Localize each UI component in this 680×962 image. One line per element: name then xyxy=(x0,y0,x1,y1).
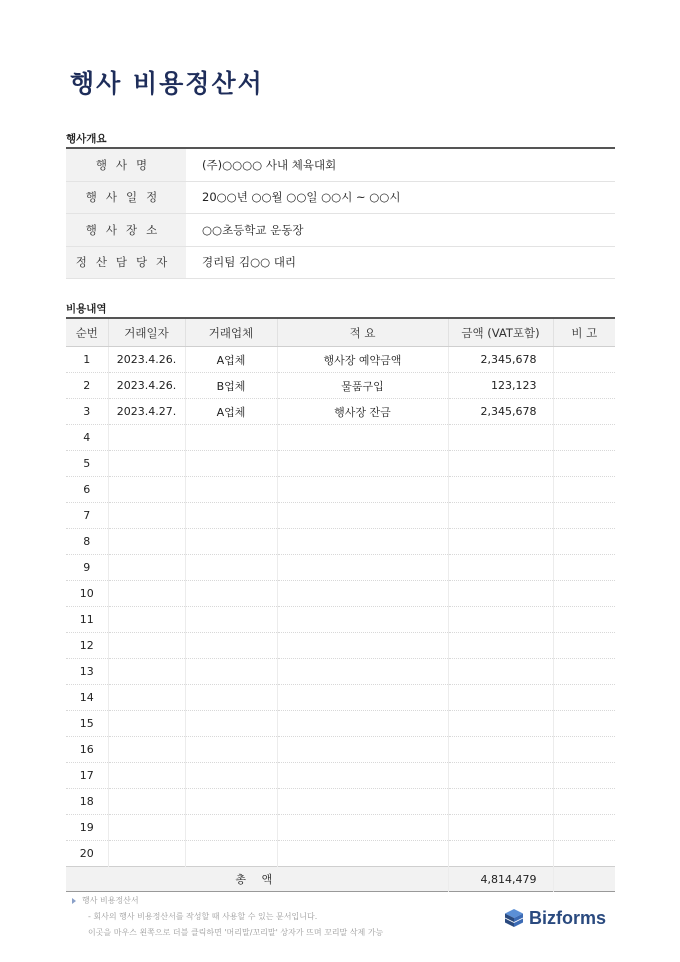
overview-value[interactable]: 경리팀 김○○ 대리 xyxy=(186,246,615,279)
amount-cell[interactable]: 2,345,678 xyxy=(448,399,553,425)
vendor-name-cell[interactable]: B업체 xyxy=(185,373,277,399)
row-number-cell: 12 xyxy=(66,633,108,659)
table-row xyxy=(66,815,615,841)
overview-value[interactable]: (주)○○○○ 사내 체육대회 xyxy=(186,148,615,181)
costs-table xyxy=(66,317,615,892)
column-header: 금액 (VAT포함) xyxy=(448,318,553,347)
row-number-cell: 14 xyxy=(66,685,108,711)
table-row xyxy=(66,555,615,581)
description-cell[interactable] xyxy=(277,607,448,633)
row-number-cell: 2 xyxy=(66,373,108,399)
transaction-date-cell[interactable] xyxy=(108,633,185,659)
remark-cell[interactable] xyxy=(553,347,615,373)
document-title: 행사 비용정산서 xyxy=(70,69,264,98)
table-row xyxy=(66,451,615,477)
table-row xyxy=(66,711,615,737)
transaction-date-cell[interactable] xyxy=(108,425,185,451)
description-cell[interactable] xyxy=(277,763,448,789)
overview-key: 정산담당자 xyxy=(66,246,186,279)
remark-cell[interactable] xyxy=(553,529,615,555)
row-number-cell: 11 xyxy=(66,607,108,633)
table-row xyxy=(66,633,615,659)
description-cell[interactable] xyxy=(277,841,448,867)
bizforms-logo xyxy=(503,907,606,929)
transaction-date-cell[interactable] xyxy=(108,451,185,477)
bizforms-logo-text: Bizforms xyxy=(529,907,607,928)
row-number-cell: 20 xyxy=(66,841,108,867)
amount-cell[interactable] xyxy=(448,633,553,659)
row-number-cell: 1 xyxy=(66,347,108,373)
vendor-name-cell[interactable] xyxy=(185,763,277,789)
total-label: 총 액 xyxy=(66,867,448,892)
table-row xyxy=(66,399,615,425)
transaction-date-cell[interactable] xyxy=(108,529,185,555)
description-cell[interactable] xyxy=(277,633,448,659)
amount-cell[interactable] xyxy=(448,841,553,867)
amount-cell[interactable] xyxy=(448,763,553,789)
description-cell[interactable] xyxy=(277,425,448,451)
footer-description: - 회사의 행사 비용정산서를 작성할 때 사용할 수 있는 문서입니다. xyxy=(88,912,318,921)
remark-cell[interactable] xyxy=(553,815,615,841)
transaction-date-cell[interactable] xyxy=(108,607,185,633)
amount-cell[interactable] xyxy=(448,581,553,607)
overview-table xyxy=(66,147,615,279)
transaction-date-cell[interactable] xyxy=(108,477,185,503)
row-number-cell: 3 xyxy=(66,399,108,425)
amount-cell[interactable] xyxy=(448,659,553,685)
vendor-name-cell[interactable] xyxy=(185,607,277,633)
vendor-name-cell[interactable] xyxy=(185,581,277,607)
amount-cell[interactable] xyxy=(448,815,553,841)
transaction-date-cell[interactable] xyxy=(108,555,185,581)
description-cell[interactable] xyxy=(277,789,448,815)
description-cell[interactable] xyxy=(277,685,448,711)
table-row xyxy=(66,581,615,607)
amount-cell[interactable] xyxy=(448,503,553,529)
vendor-name-cell[interactable] xyxy=(185,529,277,555)
description-cell[interactable]: 행사장 잔금 xyxy=(277,399,448,425)
row-number-cell: 18 xyxy=(66,789,108,815)
description-cell[interactable] xyxy=(277,477,448,503)
vendor-name-cell[interactable] xyxy=(185,503,277,529)
transaction-date-cell[interactable] xyxy=(108,581,185,607)
total-row xyxy=(66,867,615,892)
remark-cell[interactable] xyxy=(553,555,615,581)
remark-cell[interactable] xyxy=(553,633,615,659)
description-cell[interactable] xyxy=(277,581,448,607)
amount-cell[interactable] xyxy=(448,477,553,503)
row-number-cell: 8 xyxy=(66,529,108,555)
table-row xyxy=(66,763,615,789)
vendor-name-cell[interactable] xyxy=(185,815,277,841)
row-number-cell: 10 xyxy=(66,581,108,607)
description-cell[interactable] xyxy=(277,711,448,737)
vendor-name-cell[interactable] xyxy=(185,841,277,867)
overview-row xyxy=(66,246,615,279)
table-row xyxy=(66,659,615,685)
description-cell[interactable] xyxy=(277,815,448,841)
amount-cell[interactable]: 2,345,678 xyxy=(448,347,553,373)
remark-cell[interactable] xyxy=(553,737,615,763)
table-row xyxy=(66,529,615,555)
table-row xyxy=(66,737,615,763)
description-cell[interactable] xyxy=(277,451,448,477)
remark-cell[interactable] xyxy=(553,763,615,789)
overview-row xyxy=(66,181,615,214)
remark-cell[interactable] xyxy=(553,581,615,607)
transaction-date-cell[interactable] xyxy=(108,711,185,737)
transaction-date-cell[interactable]: 2023.4.26. xyxy=(108,373,185,399)
column-header: 순번 xyxy=(66,318,108,347)
costs-section-label: 비용내역 xyxy=(66,303,107,315)
costs-header-row xyxy=(66,318,615,347)
table-row xyxy=(66,425,615,451)
transaction-date-cell[interactable] xyxy=(108,685,185,711)
row-number-cell: 9 xyxy=(66,555,108,581)
overview-key: 행사장소 xyxy=(66,214,186,247)
row-number-cell: 16 xyxy=(66,737,108,763)
transaction-date-cell[interactable] xyxy=(108,815,185,841)
overview-section-label: 행사개요 xyxy=(66,133,107,145)
row-number-cell: 13 xyxy=(66,659,108,685)
row-number-cell: 6 xyxy=(66,477,108,503)
remark-cell[interactable] xyxy=(553,711,615,737)
vendor-name-cell[interactable] xyxy=(185,633,277,659)
column-header: 적 요 xyxy=(277,318,448,347)
table-row xyxy=(66,607,615,633)
remark-cell[interactable] xyxy=(553,477,615,503)
transaction-date-cell[interactable]: 2023.4.27. xyxy=(108,399,185,425)
overview-row xyxy=(66,148,615,181)
footer-instruction: 이곳을 마우스 왼쪽으로 더블 클릭하면 '머리말/꼬리말' 상자가 뜨며 꼬리말 삭제 가능 xyxy=(88,928,384,937)
remark-cell[interactable] xyxy=(553,607,615,633)
row-number-cell: 17 xyxy=(66,763,108,789)
amount-cell[interactable] xyxy=(448,555,553,581)
amount-cell[interactable] xyxy=(448,789,553,815)
amount-cell[interactable] xyxy=(448,451,553,477)
amount-cell[interactable] xyxy=(448,529,553,555)
page-footer xyxy=(72,893,383,941)
transaction-date-cell[interactable]: 2023.4.26. xyxy=(108,347,185,373)
remark-cell[interactable] xyxy=(553,685,615,711)
column-header: 거래일자 xyxy=(108,318,185,347)
description-cell[interactable] xyxy=(277,737,448,763)
vendor-name-cell[interactable]: A업체 xyxy=(185,399,277,425)
description-cell[interactable]: 행사장 예약금액 xyxy=(277,347,448,373)
vendor-name-cell[interactable] xyxy=(185,451,277,477)
vendor-name-cell[interactable] xyxy=(185,555,277,581)
description-cell[interactable] xyxy=(277,555,448,581)
table-row xyxy=(66,789,615,815)
remark-cell[interactable] xyxy=(553,399,615,425)
amount-cell[interactable] xyxy=(448,685,553,711)
row-number-cell: 15 xyxy=(66,711,108,737)
transaction-date-cell[interactable] xyxy=(108,763,185,789)
remark-cell[interactable] xyxy=(553,789,615,815)
footer-title: 행사 비용정산서 xyxy=(82,896,139,905)
amount-cell[interactable] xyxy=(448,607,553,633)
column-header: 거래업체 xyxy=(185,318,277,347)
transaction-date-cell[interactable] xyxy=(108,659,185,685)
description-cell[interactable] xyxy=(277,529,448,555)
vendor-name-cell[interactable] xyxy=(185,659,277,685)
remark-cell[interactable] xyxy=(553,451,615,477)
row-number-cell: 5 xyxy=(66,451,108,477)
remark-cell[interactable] xyxy=(553,425,615,451)
vendor-name-cell[interactable] xyxy=(185,425,277,451)
overview-value[interactable]: 20○○년 ○○월 ○○일 ○○시 ~ ○○시 xyxy=(186,181,615,214)
overview-key: 행사명 xyxy=(66,148,186,181)
remark-cell[interactable] xyxy=(553,659,615,685)
vendor-name-cell[interactable] xyxy=(185,789,277,815)
amount-cell[interactable] xyxy=(448,711,553,737)
amount-cell[interactable]: 123,123 xyxy=(448,373,553,399)
amount-cell[interactable] xyxy=(448,737,553,763)
table-row xyxy=(66,841,615,867)
vendor-name-cell[interactable] xyxy=(185,685,277,711)
overview-row xyxy=(66,214,615,247)
vendor-name-cell[interactable]: A업체 xyxy=(185,347,277,373)
remark-cell[interactable] xyxy=(553,373,615,399)
description-cell[interactable]: 물품구입 xyxy=(277,373,448,399)
table-row xyxy=(66,373,615,399)
overview-value[interactable]: ○○초등학교 운동장 xyxy=(186,214,615,247)
description-cell[interactable] xyxy=(277,503,448,529)
vendor-name-cell[interactable] xyxy=(185,477,277,503)
vendor-name-cell[interactable] xyxy=(185,737,277,763)
table-row xyxy=(66,685,615,711)
overview-key: 행사일정 xyxy=(66,181,186,214)
table-row xyxy=(66,503,615,529)
transaction-date-cell[interactable] xyxy=(108,503,185,529)
row-number-cell: 7 xyxy=(66,503,108,529)
remark-cell[interactable] xyxy=(553,841,615,867)
column-header: 비 고 xyxy=(553,318,615,347)
transaction-date-cell[interactable] xyxy=(108,841,185,867)
table-row xyxy=(66,477,615,503)
transaction-date-cell[interactable] xyxy=(108,789,185,815)
total-remark-cell xyxy=(553,867,615,892)
description-cell[interactable] xyxy=(277,659,448,685)
amount-cell[interactable] xyxy=(448,425,553,451)
total-amount: 4,814,479 xyxy=(448,867,553,892)
triangle-bullet-icon xyxy=(72,898,76,904)
vendor-name-cell[interactable] xyxy=(185,711,277,737)
row-number-cell: 4 xyxy=(66,425,108,451)
bizforms-cube-icon xyxy=(503,907,525,929)
remark-cell[interactable] xyxy=(553,503,615,529)
row-number-cell: 19 xyxy=(66,815,108,841)
transaction-date-cell[interactable] xyxy=(108,737,185,763)
table-row xyxy=(66,347,615,373)
